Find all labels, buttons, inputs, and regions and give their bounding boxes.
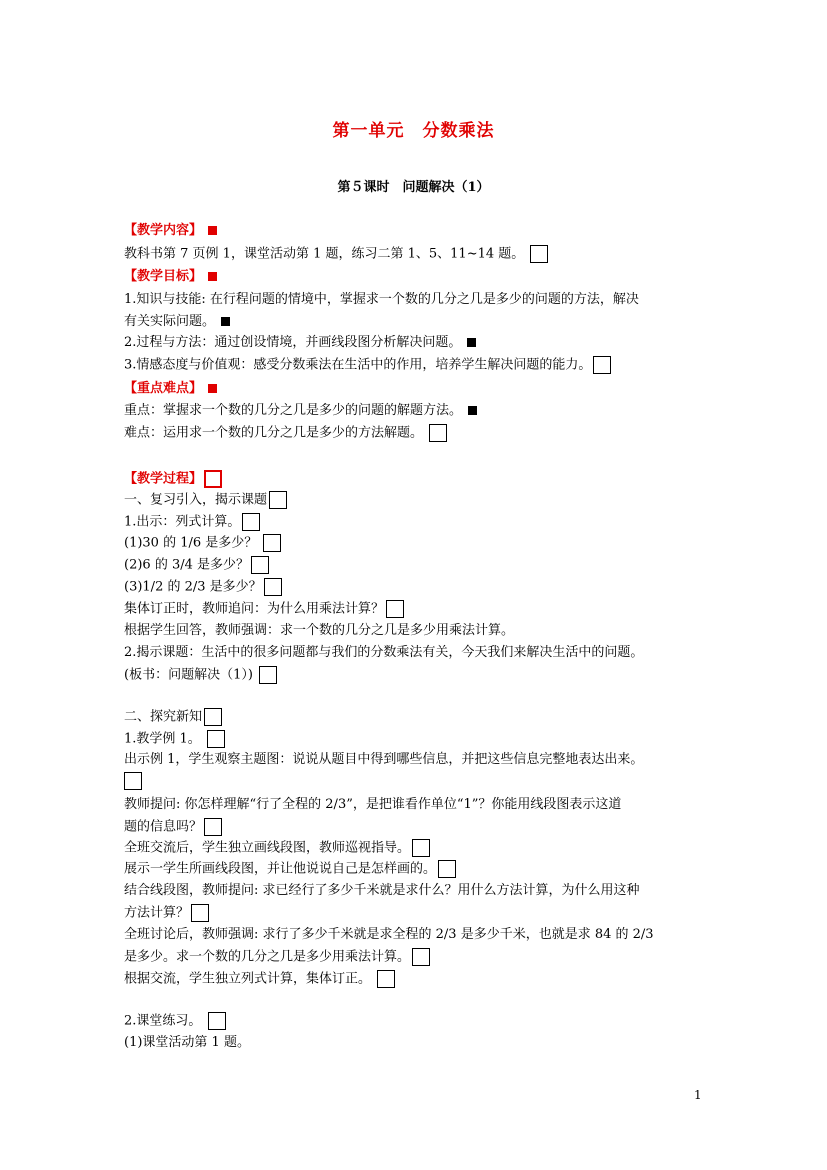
checkbox-icon: [593, 356, 611, 374]
text-line: 是多少。求一个数的几分之几是多少用乘法计算。: [124, 948, 430, 967]
section-heading-keypoints: 【重点难点】: [124, 380, 217, 398]
text-line: (1)课堂活动第 1 题。: [124, 1035, 250, 1050]
checkbox-icon: [204, 470, 222, 488]
checkbox-icon: [191, 904, 209, 922]
text-line: 题的信息吗？: [124, 818, 222, 837]
checkbox-icon: [412, 948, 430, 966]
text-line: [124, 772, 142, 791]
checkbox-icon: [438, 860, 456, 878]
page-number: 1: [694, 1088, 702, 1102]
checkbox-icon: [251, 556, 269, 574]
text-line: 有关实际问题。: [124, 313, 230, 331]
bullet-square-icon: [208, 272, 217, 281]
bullet-square-icon: [468, 406, 477, 415]
checkbox-icon: [377, 970, 395, 988]
text-line: 1.出示：列式计算。: [124, 513, 260, 532]
checkbox-icon: [242, 513, 260, 531]
text-line: 教师提问: 你怎样理解“行了全程的 2/3”，是把谁看作单位“1”？你能用线段图表示这道: [124, 797, 622, 812]
text-line: 根据学生回答，教师强调：求一个数的几分之几是多少用乘法计算。: [124, 623, 515, 638]
checkbox-icon: [530, 245, 548, 263]
text-line: 方法计算？: [124, 904, 209, 923]
text-line: 重点：掌握求一个数的几分之几是多少的问题的解题方法。: [124, 402, 477, 420]
checkbox-icon: [386, 600, 404, 618]
checkbox-icon: [204, 818, 222, 836]
checkbox-icon: [208, 1012, 226, 1030]
checkbox-icon: [204, 708, 222, 726]
checkbox-icon: [207, 730, 225, 748]
text-line: 全班交流后，学生独立画线段图，教师巡视指导。: [124, 839, 430, 858]
text-line: 集体订正时，教师追问：为什么用乘法计算？: [124, 600, 404, 619]
checkbox-icon: [259, 666, 277, 684]
section-heading-content: 【教学内容】: [124, 222, 217, 240]
text-line: (板书：问题解决（1）): [124, 666, 277, 685]
text-line: 一、复习引入，揭示课题: [124, 491, 287, 510]
section-heading-goals: 【教学目标】: [124, 268, 217, 286]
text-line: 结合线段图，教师提问: 求已经行了多少千米就是求什么？用什么方法计算，为什么用这种: [124, 883, 640, 898]
text-line: (1)30 的 1/6 是多少？: [124, 534, 281, 553]
bullet-square-icon: [208, 384, 217, 393]
text-line: 展示一学生所画线段图，并让他说说自己是怎样画的。: [124, 860, 456, 879]
section-heading-process: 【教学过程】: [124, 470, 222, 489]
checkbox-icon: [429, 424, 447, 442]
text-line: 1.教学例 1。: [124, 730, 225, 749]
text-line: 出示例 1，学生观察主题图：说说从题目中得到哪些信息，并把这些信息完整地表达出来。: [124, 752, 644, 767]
lesson-subtitle: 第５课时 问题解决（1）: [337, 180, 490, 195]
text-line: 2.揭示课题：生活中的很多问题都与我们的分数乘法有关，今天我们来解决生活中的问题。: [124, 645, 644, 660]
text-line: 二、探究新知: [124, 708, 222, 727]
bullet-square-icon: [208, 226, 217, 235]
page-title: 第一单元 分数乘法: [332, 121, 495, 141]
text-line: 根据交流，学生独立列式计算，集体订正。: [124, 970, 395, 989]
checkbox-icon: [124, 772, 142, 790]
text-line: 难点：运用求一个数的几分之几是多少的方法解题。: [124, 424, 447, 443]
text-line: (3)1/2 的 2/3 是多少？: [124, 578, 282, 597]
checkbox-icon: [263, 534, 281, 552]
text-line: 3.情感态度与价值观：感受分数乘法在生活中的作用，培养学生解决问题的能力。: [124, 356, 611, 375]
checkbox-icon: [264, 578, 282, 596]
bullet-square-icon: [221, 317, 230, 326]
checkbox-icon: [412, 839, 430, 857]
text-line: 教科书第 7 页例 1，课堂活动第 1 题，练习二第 1、5、11~14 题。: [124, 245, 548, 264]
text-line: 2.课堂练习。: [124, 1012, 226, 1031]
bullet-square-icon: [467, 338, 476, 347]
text-line: 1.知识与技能: 在行程问题的情境中，掌握求一个数的几分之几是多少的问题的方法，解决: [124, 292, 639, 307]
text-line: 2.过程与方法：通过创设情境，并画线段图分析解决问题。: [124, 334, 476, 352]
text-line: 全班讨论后，教师强调: 求行了多少千米就是求全程的 2/3 是多少千米，也就是求 84 的 2/3: [124, 927, 654, 942]
text-line: (2)6 的 3/4 是多少？: [124, 556, 269, 575]
checkbox-icon: [269, 491, 287, 509]
